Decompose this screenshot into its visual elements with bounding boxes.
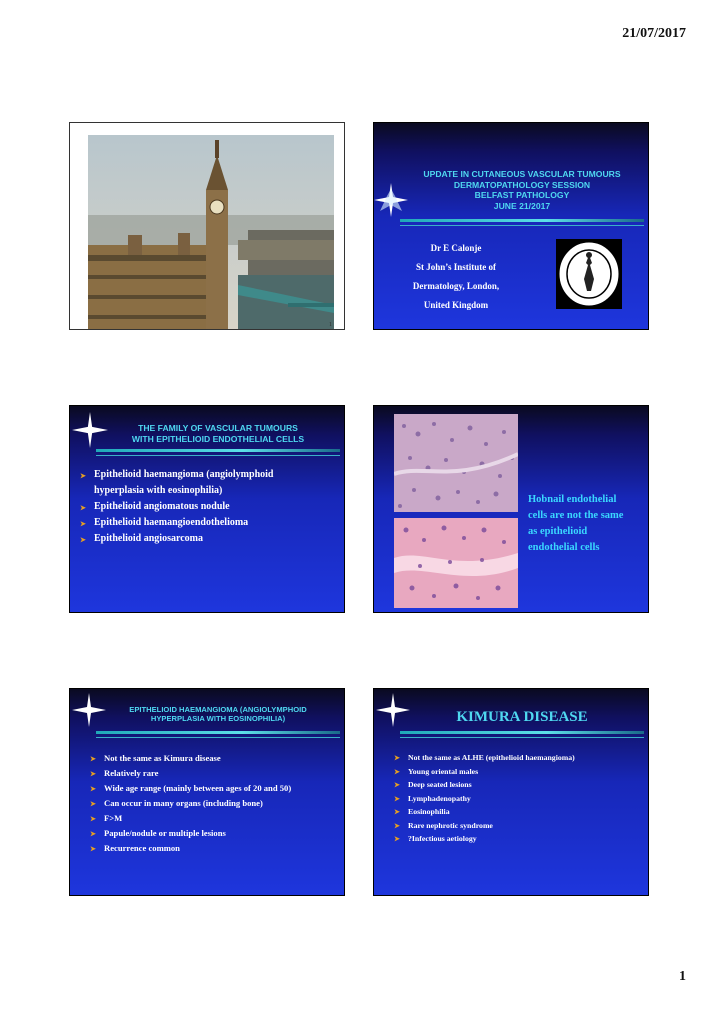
arrow-bullet-icon: ➤ <box>394 808 400 816</box>
arrow-bullet-icon: ➤ <box>90 770 96 778</box>
arrow-bullet-icon: ➤ <box>80 520 86 528</box>
histology-image-top <box>394 414 518 512</box>
list-item: ➤ Epithelioid angiosarcoma <box>80 531 314 547</box>
arrow-bullet-icon: ➤ <box>394 781 400 789</box>
list-item: ➤ F>M <box>90 811 314 826</box>
arrow-bullet-icon: ➤ <box>394 821 400 830</box>
slide-2 <box>373 122 649 330</box>
list-item: ➤ Epithelioid haemangioendothelioma <box>80 515 314 531</box>
slide-6 <box>373 688 649 896</box>
slide-1 <box>69 122 345 330</box>
arrow-bullet-icon: ➤ <box>90 845 96 853</box>
list-item: ➤ Recurrence common <box>90 841 314 856</box>
title-divider-thin <box>96 737 340 738</box>
westminster-photo <box>88 135 334 330</box>
list-item: ➤ Deep seated lesions <box>394 778 642 792</box>
list-item: ➤ ?Infectious aetiology <box>394 832 642 846</box>
slide-5-bullets <box>90 751 314 856</box>
arrow-bullet-icon: ➤ <box>80 472 86 480</box>
arrow-bullet-icon: ➤ <box>90 800 96 808</box>
slide-3 <box>69 405 345 613</box>
title-divider-thin <box>400 225 644 226</box>
slide-6-bullets <box>394 751 642 846</box>
title-divider <box>400 219 644 222</box>
slide-2-title: UPDATE IN CUTANEOUS VASCULAR TUMOURS DERMATOPATHOLOGY SESSION BELFAST PATHOLOGY JUNE 21/2017 <box>423 169 621 212</box>
institute-logo <box>556 239 622 309</box>
arrow-bullet-icon: ➤ <box>394 754 400 762</box>
list-item: ➤ Can occur in many organs (including bone) <box>90 796 314 811</box>
list-item: ➤ Eosinophilia <box>394 805 642 819</box>
arrow-bullet-icon: ➤ <box>90 830 96 838</box>
slide-4 <box>373 405 649 613</box>
list-item: ➤ Wide age range (mainly between ages of 20 and 50) <box>90 781 314 796</box>
arrow-bullet-icon: ➤ <box>394 835 400 843</box>
arrow-bullet-icon: ➤ <box>80 536 86 544</box>
page-number: 1 <box>679 969 686 984</box>
title-divider <box>96 731 340 734</box>
page-date: 21/07/2017 <box>622 26 686 41</box>
arrow-bullet-icon: ➤ <box>394 767 400 776</box>
list-item: ➤ Lymphadenopathy <box>394 792 642 806</box>
arrow-bullet-icon: ➤ <box>90 785 96 793</box>
list-item: ➤ Epithelioid haemangioma (angiolymphoid hyperplasia with eosinophilia) <box>80 469 274 496</box>
arrow-bullet-icon: ➤ <box>394 794 400 803</box>
list-item: ➤ Young oriental males <box>394 765 642 779</box>
title-divider <box>400 731 644 734</box>
histology-image-bottom <box>394 518 518 608</box>
arrow-bullet-icon: ➤ <box>90 755 96 763</box>
title-divider-thin <box>96 455 340 456</box>
list-item: ➤ Epithelioid angiomatous nodule <box>80 499 314 515</box>
author-block: Dr E Calonje St John’s Institute of Dermatology, London, United Kingdom <box>412 243 500 310</box>
slide-6-title: KIMURA DISEASE <box>456 709 588 725</box>
title-divider-thin <box>400 737 644 738</box>
slide-5-title: EPITHELIOID HAEMANGIOMA (ANGIOLYMPHOID HYPERPLASIA WITH EOSINOPHILIA) <box>129 705 307 724</box>
arrow-bullet-icon: ➤ <box>90 815 96 823</box>
list-item: ➤ Papule/nodule or multiple lesions <box>90 826 314 841</box>
list-item: ➤ Rare nephrotic syndrome <box>394 819 642 833</box>
hobnail-caption: Hobnail endothelial cells are not the same as epithelioid endothelial cells <box>528 494 624 553</box>
list-item: ➤ Not the same as ALHE (epithelioid haemangioma) <box>394 751 642 765</box>
list-item: ➤ Not the same as Kimura disease <box>90 751 314 766</box>
slide-1-label: 1 <box>329 322 332 328</box>
slide-3-bullets <box>80 467 314 547</box>
slide-3-title: THE FAMILY OF VASCULAR TUMOURS WITH EPITHELIOID ENDOTHELIAL CELLS <box>131 423 305 444</box>
list-item: ➤ Relatively rare <box>90 766 314 781</box>
slide-5 <box>69 688 345 896</box>
arrow-bullet-icon: ➤ <box>80 504 86 512</box>
title-divider <box>96 449 340 452</box>
